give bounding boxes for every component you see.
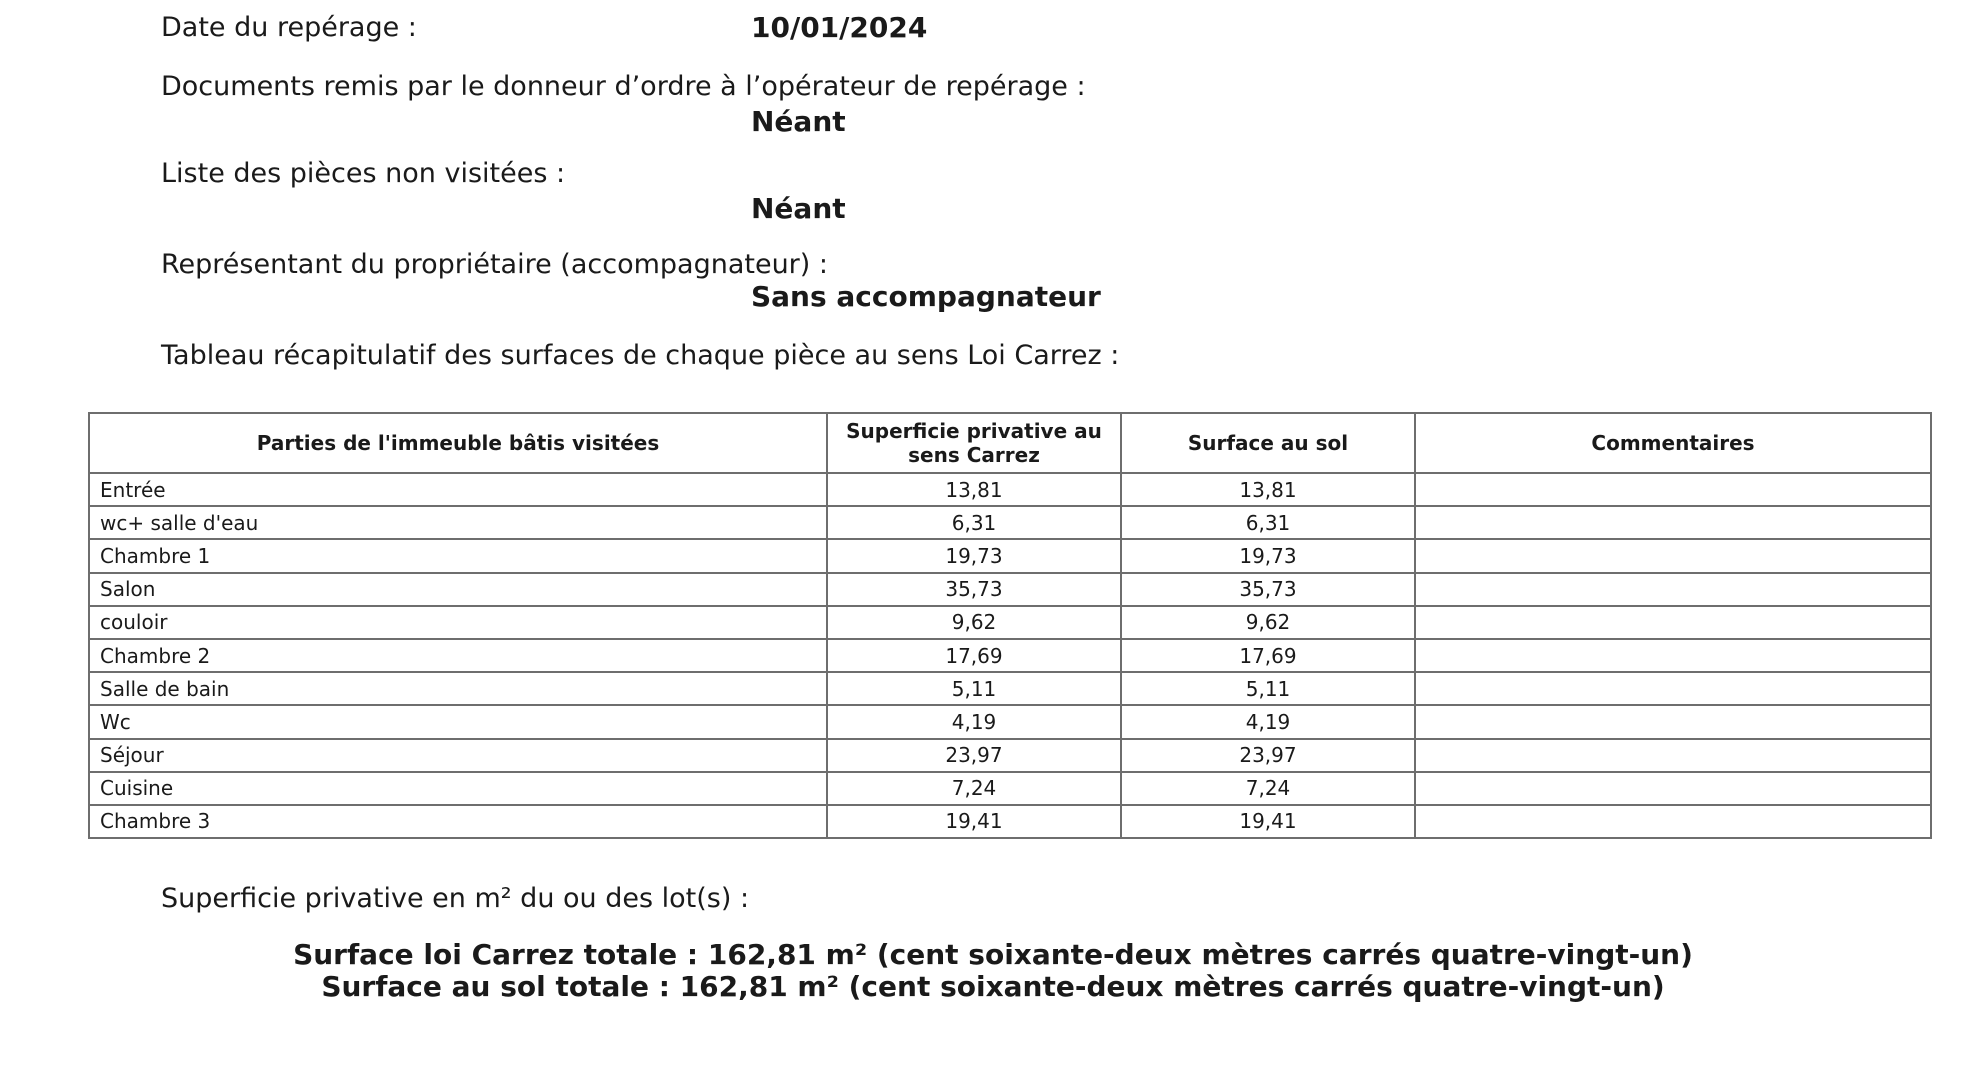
lot-surface-label: Superficie privative en m² du ou des lot(s) :	[161, 883, 750, 914]
cell-sol: 7,24	[1121, 772, 1415, 805]
cell-sol: 13,81	[1121, 473, 1415, 506]
total-carrez-line: Surface loi Carrez totale : 162,81 m² (cent soixante-deux mètres carrés quatre-vingt-un)	[293, 938, 1693, 971]
table-row	[89, 805, 1931, 838]
table-row	[89, 705, 1931, 738]
cell-carrez: 5,11	[827, 672, 1121, 705]
cell-piece: wc+ salle d'eau	[89, 506, 827, 539]
cell-comment	[1415, 506, 1931, 539]
cell-sol: 6,31	[1121, 506, 1415, 539]
table-row	[89, 473, 1931, 506]
table-row	[89, 639, 1931, 672]
cell-piece: Entrée	[89, 473, 827, 506]
table-row	[89, 506, 1931, 539]
table-row	[89, 573, 1931, 606]
cell-sol: 19,41	[1121, 805, 1415, 838]
table-row	[89, 539, 1931, 572]
cell-piece: couloir	[89, 606, 827, 639]
cell-comment	[1415, 473, 1931, 506]
cell-carrez: 19,41	[827, 805, 1121, 838]
cell-carrez: 13,81	[827, 473, 1121, 506]
cell-piece: Cuisine	[89, 772, 827, 805]
cell-comment	[1415, 672, 1931, 705]
cell-carrez: 7,24	[827, 772, 1121, 805]
cell-piece: Chambre 1	[89, 539, 827, 572]
header-parties: Parties de l'immeuble bâtis visitées	[89, 413, 827, 473]
table-intro: Tableau récapitulatif des surfaces de chaque pièce au sens Loi Carrez :	[161, 340, 1120, 371]
table-row	[89, 606, 1931, 639]
representative-value: Sans accompagnateur	[751, 280, 1101, 313]
cell-comment	[1415, 772, 1931, 805]
cell-comment	[1415, 539, 1931, 572]
header-superficie-carrez: Superficie privative au sens Carrez	[827, 413, 1121, 473]
documents-value: Néant	[751, 105, 846, 138]
cell-piece: Séjour	[89, 739, 827, 772]
cell-comment	[1415, 606, 1931, 639]
date-label: Date du repérage :	[161, 12, 417, 43]
total-sol-line: Surface au sol totale : 162,81 m² (cent soixante-deux mètres carrés quatre-vingt-un)	[321, 970, 1665, 1003]
cell-carrez: 17,69	[827, 639, 1121, 672]
cell-sol: 35,73	[1121, 573, 1415, 606]
cell-sol: 23,97	[1121, 739, 1415, 772]
cell-carrez: 9,62	[827, 606, 1121, 639]
cell-carrez: 4,19	[827, 705, 1121, 738]
cell-sol: 4,19	[1121, 705, 1415, 738]
cell-sol: 5,11	[1121, 672, 1415, 705]
representative-label: Représentant du propriétaire (accompagnateur) :	[161, 249, 828, 280]
cell-sol: 9,62	[1121, 606, 1415, 639]
cell-comment	[1415, 805, 1931, 838]
cell-piece: Chambre 3	[89, 805, 827, 838]
cell-comment	[1415, 639, 1931, 672]
header-surface-sol: Surface au sol	[1121, 413, 1415, 473]
surface-summary-table	[88, 412, 1932, 839]
cell-sol: 17,69	[1121, 639, 1415, 672]
cell-piece: Chambre 2	[89, 639, 827, 672]
cell-comment	[1415, 739, 1931, 772]
cell-sol: 19,73	[1121, 539, 1415, 572]
rooms-not-visited-label: Liste des pièces non visitées :	[161, 158, 566, 189]
cell-carrez: 23,97	[827, 739, 1121, 772]
rooms-not-visited-value: Néant	[751, 192, 846, 225]
header-commentaires: Commentaires	[1415, 413, 1931, 473]
date-value: 10/01/2024	[751, 11, 928, 44]
table-row	[89, 739, 1931, 772]
cell-piece: Salon	[89, 573, 827, 606]
documents-label: Documents remis par le donneur d’ordre à l’opérateur de repérage :	[161, 71, 1086, 102]
table-row	[89, 672, 1931, 705]
cell-comment	[1415, 573, 1931, 606]
cell-comment	[1415, 705, 1931, 738]
table-header-row	[89, 413, 1931, 473]
cell-piece: Wc	[89, 705, 827, 738]
cell-piece: Salle de bain	[89, 672, 827, 705]
cell-carrez: 35,73	[827, 573, 1121, 606]
cell-carrez: 19,73	[827, 539, 1121, 572]
table-row	[89, 772, 1931, 805]
cell-carrez: 6,31	[827, 506, 1121, 539]
